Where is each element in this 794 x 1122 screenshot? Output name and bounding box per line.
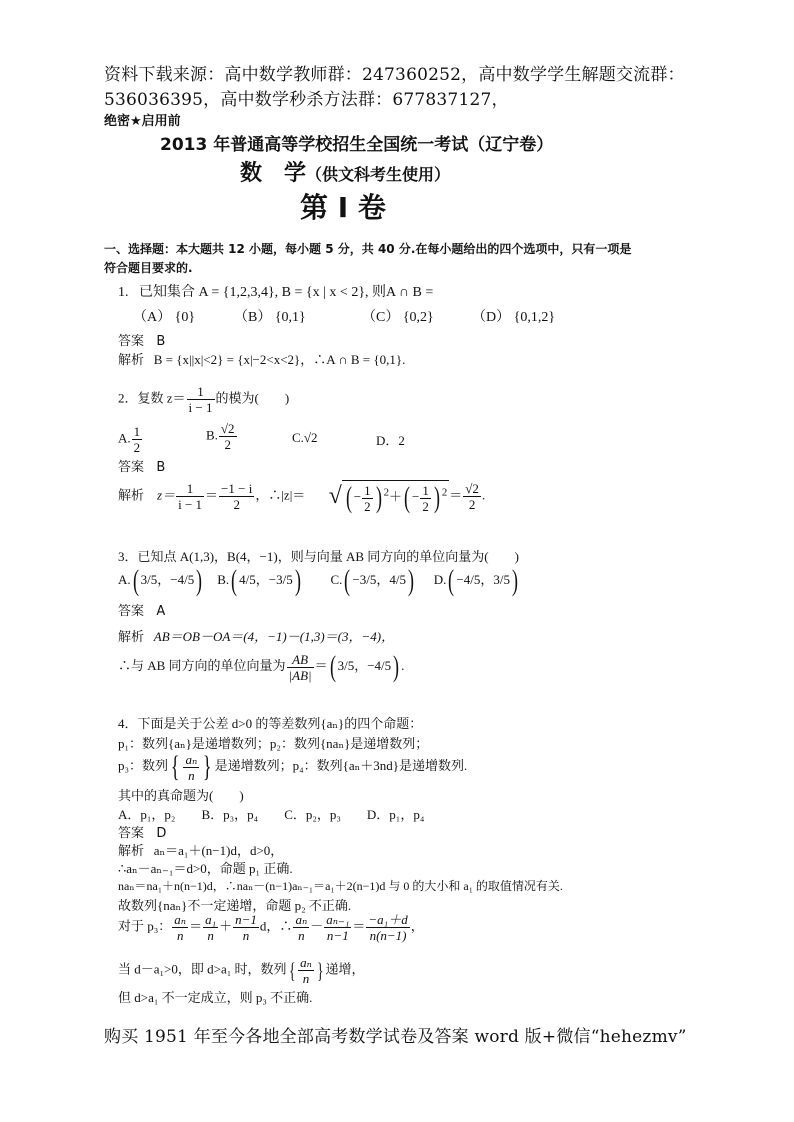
q4-question: 其中的真命题为( ) xyxy=(118,788,244,803)
q4-analysis-line-3: naₙ＝na₁＋n(n−1)d，∴naₙ－(n−1)aₙ₋₁＝a₁＋2(n−1)d 与 0 的大小和 a₁ 的取值情况有关. xyxy=(118,879,563,893)
q1-answer-label: 答案 xyxy=(118,334,145,349)
q4-p3-frac-num: aₙ xyxy=(185,751,198,767)
q2-analysis-label: 解析 xyxy=(118,488,145,504)
secret-label: 绝密★启用前 xyxy=(104,114,181,129)
q4-l6-pre: 当 d－a₁>0，即 d>a₁ 时，数列 xyxy=(118,961,287,977)
q3-analysis-line-1 xyxy=(118,626,394,645)
q4-propositions-1-2: p₁：数列{aₙ}是递增数列；p₂：数列{naₙ}是递增数列； xyxy=(118,736,429,751)
q3-analysis-fraction xyxy=(287,653,314,682)
q2-option-a xyxy=(118,425,143,454)
q4-analysis-line-6 xyxy=(118,956,364,985)
q4-l5-pre: 对于 p₃： xyxy=(118,918,172,934)
q2-analysis-frac2-num: −1 − i xyxy=(221,481,253,496)
q4-options: A．p₁，p₂ B．p₃，p₄ C．p₂，p₃ D．p₁，p₄ xyxy=(118,807,425,822)
q1-option-b: （B） {0,1} xyxy=(234,310,306,325)
q2-analysis-frac1-num: 1 xyxy=(176,482,204,497)
q3-analysis-frac-den: |AB| xyxy=(288,667,312,683)
q4-l5-minus: － xyxy=(310,918,324,934)
q1-answer-value: B xyxy=(156,334,166,349)
volume-title: 第 I 卷 xyxy=(300,191,386,224)
q4-l5-frac4-num: aₙ xyxy=(295,912,308,927)
q4-l5-frac3-den: n xyxy=(242,928,250,943)
section-heading-line-2: 符合题目要求的. xyxy=(104,261,193,275)
paren-open: ( xyxy=(329,650,336,683)
source-line-1: 资料下载来源：高中数学教师群：247360252，高中数学学生解题交流群： xyxy=(104,65,685,85)
paren-open: ( xyxy=(344,564,351,597)
q2-stem-post: 的模为( ) xyxy=(215,390,290,406)
q2-analysis-frac1-den: i − 1 xyxy=(178,497,203,512)
q3-answer-label: 答案 xyxy=(118,604,145,619)
q1-stem xyxy=(118,281,433,301)
q4-l5-frac2-den: n xyxy=(207,928,214,943)
q2-analysis-frac2 xyxy=(219,482,254,511)
q2-analysis: 解析 z＝ $\frac{1}{i - 1}$ ＝ $\frac{-1 - i}{2}$ ，∴|z|＝ √ ( − $\frac{1}{2}$ ) $^2$＋( − $\frac{1}{2}$ ) $^2$ ＝ $\frac{√2}{2}$ . xyxy=(118,481,486,514)
paren-open: ( xyxy=(345,481,352,514)
subject-note: （供文科考生使用） xyxy=(306,165,451,184)
q2-stem-den: i − 1 xyxy=(188,400,213,415)
q4-p3-frac-den: n xyxy=(188,767,195,783)
q4-analysis-line-7: 但 d>a₁ 不一定成立，则 p₃ 不正确. xyxy=(118,990,313,1005)
q4-analysis-line-2: ∴aₙ－aₙ₋₁＝d>0，命题 p₁ 正确. xyxy=(118,861,293,876)
q4-p3-post: 是递增数列；p₄：数列{aₙ＋3nd}是递增数列. xyxy=(214,757,468,773)
q2-analysis-result-num: √2 xyxy=(465,481,479,496)
q4-l5-frac5-num: aₙ₋₁ xyxy=(326,912,350,927)
q2-analysis-eq: ＝ xyxy=(205,487,219,503)
q2-analysis-root1-den: 2 xyxy=(364,498,371,514)
q4-l5-frac2-num: a₁ xyxy=(205,912,217,927)
q2-analysis-mod: ，∴|z|＝ xyxy=(255,487,306,503)
q4-analysis-label: 解析 xyxy=(118,844,145,859)
q4-l5-frac4-den: n xyxy=(298,928,305,943)
brace-close: } xyxy=(316,957,324,983)
q2-answer xyxy=(118,456,165,475)
q3-stem-text: 已知点 A(1,3)，B(4，−1)，则与向量 AB 同方向的单位向量为( ) xyxy=(137,549,519,564)
paren-close: ) xyxy=(407,564,414,597)
q3-option-c xyxy=(331,566,431,596)
q2-option-b xyxy=(206,422,238,451)
q2-analysis-result-den: 2 xyxy=(468,497,476,512)
q2-option-a-den: 2 xyxy=(133,440,141,455)
q1-option-d: （D） {0,1,2} xyxy=(472,310,556,325)
q2-stem-pre: 复数 z＝ xyxy=(137,390,186,406)
sqrt-sign: √ xyxy=(328,483,342,509)
brace-close: } xyxy=(203,750,212,783)
q3-options-row xyxy=(118,566,520,596)
q1-option-c: （C） {0,2} xyxy=(362,310,434,325)
source-line-2: 536036395，高中数学秒杀方法群：677837127， xyxy=(104,90,509,110)
q2-analysis-frac2-den: 2 xyxy=(233,497,240,512)
q3-analysis-label: 解析 xyxy=(118,630,145,645)
q3-option-d xyxy=(433,564,520,597)
q2-option-d: D．2 xyxy=(376,433,405,448)
q2-stem-num: 1 xyxy=(187,385,215,400)
q2-option-c: C.√2 xyxy=(292,430,318,445)
paren-close: ) xyxy=(393,650,400,683)
q4-l5-frac1 xyxy=(172,913,188,942)
q4-l5-d: d，∴ xyxy=(259,918,293,934)
q2-option-b-num: √2 xyxy=(220,421,235,436)
q4-analysis-text-1: aₙ＝a₁＋(n−1)d，d>0， xyxy=(153,843,284,858)
q4-l5-frac5-den: n−1 xyxy=(326,928,349,943)
q3-analysis-pre: ∴与 AB 同方向的单位向量为 xyxy=(118,657,286,673)
q4-l5-plus: ＋ xyxy=(219,918,233,934)
paren-close: ) xyxy=(511,564,518,597)
q2-analysis-root1 xyxy=(362,484,373,513)
q4-l5-frac3 xyxy=(233,913,259,942)
q4-l6-fraction xyxy=(298,956,314,985)
q3-analysis-frac-num: AB xyxy=(287,653,314,668)
q4-stem-text: 下面是关于公差 d>0 的等差数列{aₙ}的四个命题： xyxy=(137,716,423,731)
brace-open: { xyxy=(170,750,180,783)
q4-answer-value: D xyxy=(156,826,167,841)
q3-option-c-value: −3/5，4/5 xyxy=(352,571,406,587)
q4-stem xyxy=(118,713,422,732)
q2-analysis-result xyxy=(463,482,481,511)
paren-open: ( xyxy=(448,564,455,597)
q2-analysis-root2-num: 1 xyxy=(422,482,429,498)
q2-option-a-num: 1 xyxy=(133,424,141,439)
q3-option-d-value: −4/5，3/5 xyxy=(456,571,510,587)
q1-analysis xyxy=(118,349,405,368)
q1-stem-text: 已知集合 A = {1,2,3,4}, B = {x | x < 2}, 则A ∩ B = xyxy=(139,285,434,300)
section-heading-line-1: 一、选择题：本大题共 12 小题，每小题 5 分，共 40 分.在每小题给出的四个选项中，只有一项是 xyxy=(104,242,632,256)
q4-l6-post: 递增， xyxy=(325,961,365,977)
q4-number: 4． xyxy=(118,716,138,731)
q4-l6-frac-num: aₙ xyxy=(300,955,312,970)
paren-open: ( xyxy=(132,564,139,597)
q2-number: 2． xyxy=(118,390,138,406)
q4-l5-eq: ＝ xyxy=(189,918,203,934)
q3-option-a-label: A. xyxy=(118,571,131,587)
q4-l5-frac6-den: n(n−1) xyxy=(369,928,407,943)
q2-sqrt-content: ( − $\frac{1}{2}$ ) $^2$＋( − $\frac{1}{2}$ ) $^2$ xyxy=(342,480,450,513)
paren-open: ( xyxy=(404,481,411,514)
q3-option-b-label: B. xyxy=(217,571,230,587)
q4-l5-frac2 xyxy=(203,913,218,942)
q4-analysis-line-4: 故数列{naₙ}不一定递增，命题 p₂ 不正确. xyxy=(118,898,352,913)
q2-option-a-label: A. xyxy=(118,430,131,446)
q3-analysis-text-1: AB＝OB－OA＝(4，−1)－(1,3)＝(3，−4)， xyxy=(153,629,395,644)
paren-close: ) xyxy=(433,481,440,514)
q3-answer-value: A xyxy=(156,604,166,619)
q4-l5-frac6 xyxy=(366,913,409,942)
q4-l5-frac3-num: n−1 xyxy=(235,912,257,927)
q4-answer xyxy=(118,822,166,841)
subject-name: 数 学 xyxy=(240,161,307,186)
q4-l5-eq2: ＝ xyxy=(352,918,366,934)
q4-l6-frac-den: n xyxy=(302,971,310,986)
q2-answer-value: B xyxy=(156,460,166,475)
paren-close: ) xyxy=(375,481,382,514)
q4-p3-fraction xyxy=(183,753,199,782)
q4-l5-end: ， xyxy=(410,918,424,934)
q2-stem-fraction xyxy=(187,385,215,414)
q2-option-b-fraction xyxy=(219,422,237,451)
footer-ad: 购买 1951 年至今各地全部高考数学试卷及答案 word 版+微信“hehezmv” xyxy=(104,1027,687,1047)
q2-analysis-root2 xyxy=(420,484,431,513)
paren-close: ) xyxy=(196,564,203,597)
q1-analysis-label: 解析 xyxy=(118,353,145,368)
paren-close: ) xyxy=(294,564,301,597)
q4-l5-frac1-den: n xyxy=(176,928,184,943)
q4-l5-frac6-num: −a₁＋d xyxy=(368,912,408,927)
q3-answer xyxy=(118,600,165,619)
q2-option-b-label: B. xyxy=(206,427,218,443)
q3-option-a xyxy=(118,566,214,596)
q4-analysis-line-1 xyxy=(118,840,283,859)
exam-title: 2013 年普通高等学校招生全国统一考试（辽宁卷） xyxy=(160,135,554,155)
q3-analysis-result: 3/5，−4/5 xyxy=(337,657,392,673)
q4-l5-frac4 xyxy=(293,913,309,942)
q3-stem xyxy=(118,546,519,565)
q4-proposition-3-4 xyxy=(118,752,467,782)
q3-number: 3． xyxy=(118,549,138,564)
q3-option-a-value: 3/5，−4/5 xyxy=(140,571,195,587)
q4-p3-pre: p₃：数列 xyxy=(118,757,169,773)
q2-analysis-root1-num: 1 xyxy=(364,482,371,498)
q3-option-c-label: C. xyxy=(330,571,343,587)
q4-l5-frac5 xyxy=(324,913,351,942)
q3-option-b-value: 4/5，−3/5 xyxy=(239,571,293,587)
subject-title xyxy=(240,156,450,187)
q3-analysis-line-2: ∴与 AB 同方向的单位向量为 $\frac{AB}{|AB|}$ ＝( 3/5，−4/5) . xyxy=(118,650,405,683)
q2-analysis-z: z＝ xyxy=(157,487,176,503)
brace-open: { xyxy=(288,957,295,983)
q2-option-b-den: 2 xyxy=(224,437,231,452)
q2-answer-label: 答案 xyxy=(118,460,145,475)
q2-stem xyxy=(118,385,289,414)
q3-option-d-label: D. xyxy=(433,571,447,587)
q1-analysis-text: B = {x||x|<2} = {x|−2<x<2}，∴A ∩ B = {0,1}. xyxy=(153,352,406,367)
q1-option-a: （A） {0} xyxy=(133,310,196,325)
q2-analysis-frac1 xyxy=(176,482,204,511)
q2-analysis-root2-den: 2 xyxy=(422,498,429,514)
q1-answer xyxy=(118,330,165,349)
q3-option-b xyxy=(217,566,327,596)
q1-number: 1. xyxy=(118,285,129,300)
paren-open: ( xyxy=(231,564,238,597)
q4-answer-label: 答案 xyxy=(118,826,145,841)
q2-option-a-fraction xyxy=(132,425,143,454)
q4-analysis-line-5 xyxy=(118,913,424,942)
q4-l5-frac1-num: aₙ xyxy=(174,912,187,927)
